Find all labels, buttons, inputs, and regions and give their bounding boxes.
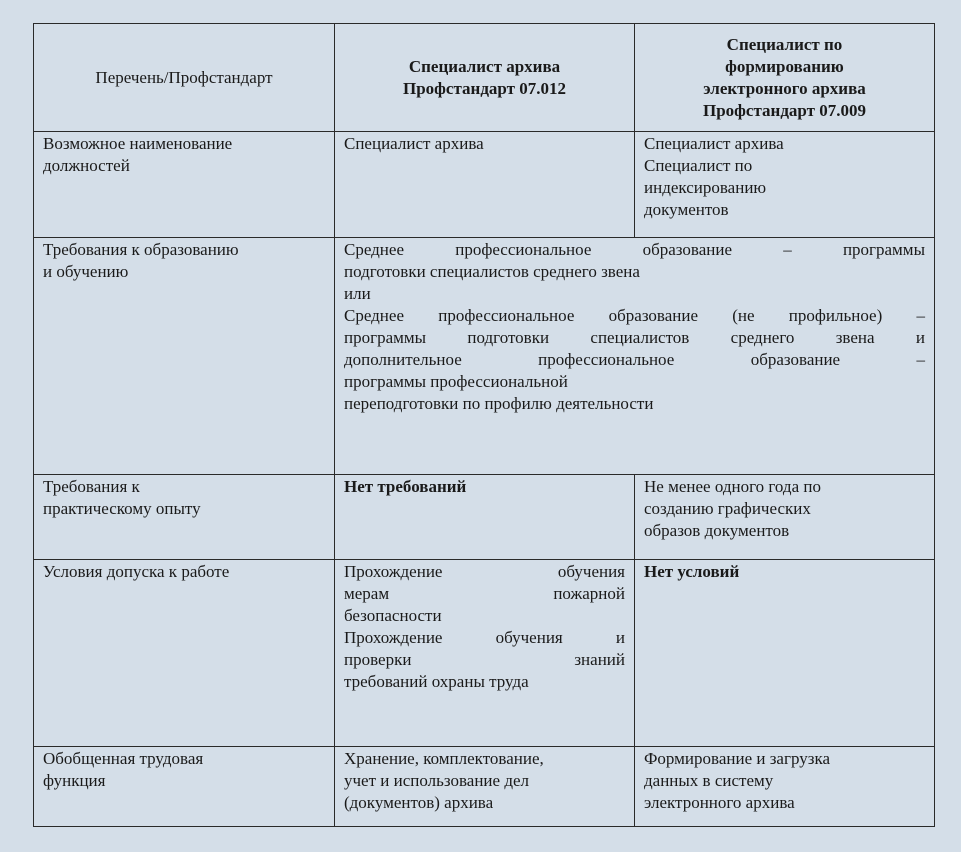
- cell-line: или: [344, 284, 371, 303]
- cell-line: программы подготовки специалистов среднего звена и: [344, 328, 925, 347]
- table-row: [34, 475, 935, 560]
- header-line: Специалист архива: [408, 56, 561, 76]
- cell-line: должностей: [43, 156, 130, 175]
- cell-line: Нет требований: [344, 477, 467, 496]
- cell-line: Возможное наименование: [43, 134, 233, 153]
- header-line: Профстандарт 07.012: [402, 78, 567, 98]
- cell-line: и обучению: [43, 262, 129, 281]
- cell-line: Специалист архива: [644, 134, 784, 153]
- header-line: электронного архива: [703, 78, 866, 98]
- table-row: [34, 238, 935, 475]
- cell-line: Среднее профессиональное образование – программы: [344, 240, 925, 259]
- row-label: [34, 238, 335, 475]
- cell-line: учет и использование дел: [344, 771, 530, 790]
- header-line: формированию: [725, 56, 844, 76]
- cell-line: подготовки специалистов среднего звена: [344, 262, 640, 281]
- cell-line: Специалист архива: [344, 134, 484, 153]
- cell-line: программы профессиональной: [344, 372, 568, 391]
- cell-archive: [335, 747, 635, 827]
- row-label: [34, 475, 335, 560]
- row-label: [34, 747, 335, 827]
- cell-electronic: [635, 560, 935, 747]
- cell-merged-education: [335, 238, 935, 475]
- cell-line: созданию графических: [644, 499, 811, 518]
- cell-line: Требования к образованию: [43, 240, 239, 259]
- cell-line: Среднее профессиональное образование (не профильное) –: [344, 306, 925, 325]
- cell-archive: [335, 132, 635, 238]
- header-electronic-archive-specialist: [635, 24, 935, 132]
- cell-line: Обобщенная трудовая: [43, 749, 204, 768]
- table-row: [34, 132, 935, 238]
- row-label: [34, 560, 335, 747]
- header-list-profstandard: [34, 24, 335, 132]
- cell-line: Формирование и загрузка: [644, 749, 830, 768]
- cell-line: Специалист по: [644, 156, 753, 175]
- cell-line: переподготовки по профилю деятельности: [344, 394, 654, 413]
- cell-line: Условия допуска к работе: [43, 562, 230, 581]
- cell-line: Требования к: [43, 477, 140, 496]
- cell-line: (документов) архива: [344, 793, 494, 812]
- table-row: [34, 560, 935, 747]
- cell-archive: [335, 560, 635, 747]
- cell-line: документов: [644, 200, 729, 219]
- row-label: [34, 132, 335, 238]
- cell-line: требований охраны труда: [344, 672, 529, 691]
- header-archive-specialist: [335, 24, 635, 132]
- cell-line: электронного архива: [644, 793, 795, 812]
- cell-line: Прохождение обучения и: [344, 628, 625, 647]
- cell-line: мерам пожарной: [344, 584, 625, 603]
- cell-archive: [335, 475, 635, 560]
- cell-line: Не менее одного года по: [644, 477, 821, 496]
- cell-line: функция: [43, 771, 106, 790]
- cell-line: проверки знаний: [344, 650, 625, 669]
- cell-electronic: [635, 132, 935, 238]
- cell-line: дополнительное профессиональное образование –: [344, 350, 925, 369]
- cell-line: образов документов: [644, 521, 790, 540]
- header-line: Специалист по: [726, 34, 843, 54]
- cell-line: индексированию: [644, 178, 767, 197]
- comparison-table: [33, 23, 935, 827]
- cell-line: Прохождение обучения: [344, 562, 625, 581]
- cell-electronic: [635, 475, 935, 560]
- cell-line: Нет условий: [644, 562, 740, 581]
- table-header-row: [34, 24, 935, 132]
- header-label: Перечень/Профстандарт: [95, 67, 273, 87]
- cell-electronic: [635, 747, 935, 827]
- cell-line: Хранение, комплектование,: [344, 749, 544, 768]
- cell-line: практическому опыту: [43, 499, 201, 518]
- cell-line: данных в систему: [644, 771, 774, 790]
- header-line: Профстандарт 07.009: [702, 100, 867, 120]
- table-row: [34, 747, 935, 827]
- cell-line: безопасности: [344, 606, 442, 625]
